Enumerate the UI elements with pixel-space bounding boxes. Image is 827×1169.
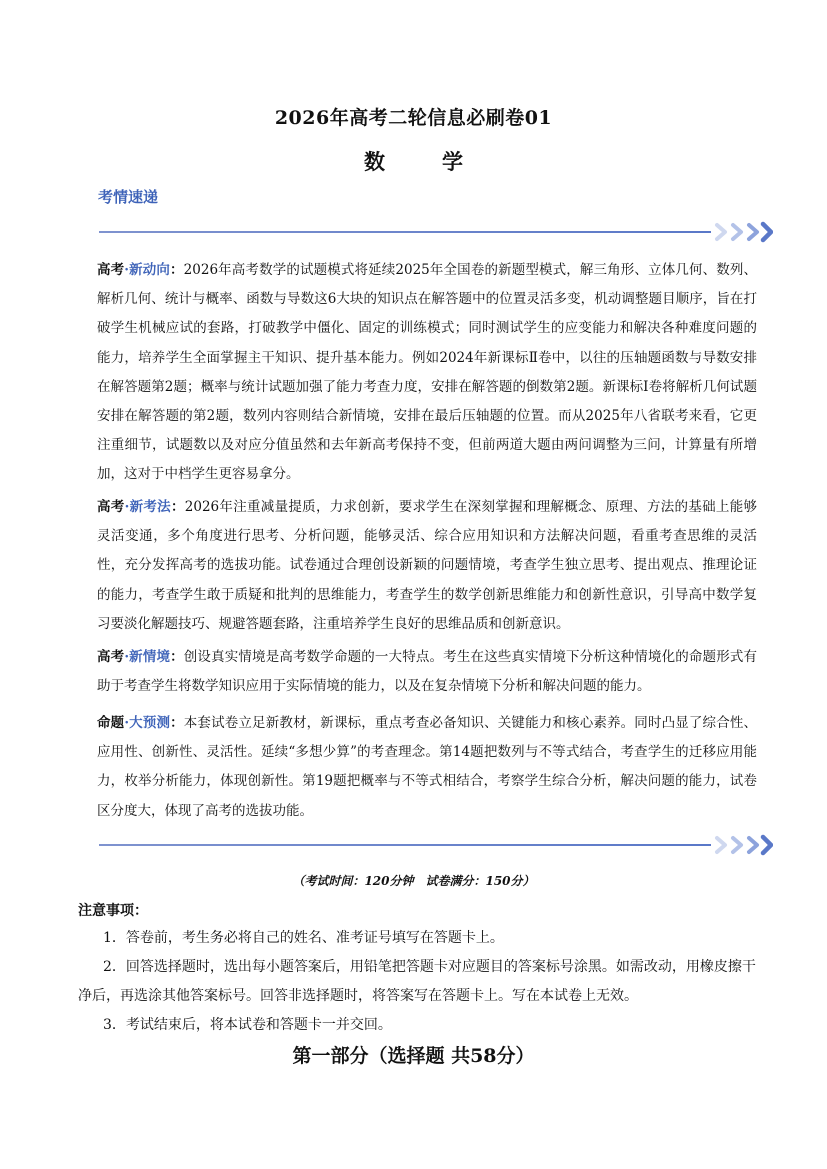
notice-title: 注意事项： — [78, 903, 148, 919]
divider-line — [99, 844, 711, 846]
section-heading: 考情速递 — [98, 188, 159, 206]
chevron-right-icon — [713, 221, 773, 243]
divider-line — [99, 231, 711, 233]
part-heading: 第一部分（选择题 共58分） — [292, 1045, 535, 1067]
lead-dot: · — [124, 262, 129, 278]
lead-accent: 新情境 — [129, 649, 171, 665]
paragraph-lead — [97, 649, 184, 665]
paragraph-text: 2026年高考数学的试题模式将延续2025年全国卷的新题型模式，解三角形、立体几何、数列、解析几何、统计与概率、函数与导数这6大块的知识点在解答题中的位置灵活多变，机动调整题目顺序，旨在打破学生机械应试的套路，打破教学中僵化、固定的训练模式；同时测试学生的应变能力和解决各种难度问题的能力，培养学生全面掌握主干知识、提升基本能力。例如2024年新课标Ⅱ卷中，以往的压轴题函数与导数安排在解答题第2题；概率与统计试题加强了能力考查力度，安排在解答题的倒数第2题。新课标Ⅰ卷将解析几何试题安排在解答题的第2题，数列内容则结合新情境，安排在最后压轴题的位置。而从2025年八省联考来看，它更注重细节，试题数以及对应分值虽然和去年新高考保持不变，但前两道大题由两问调整为三问，计算量有所增加，这对于中档学生更容易拿分。 — [97, 262, 758, 483]
notice-item: 1．答卷前，考生务必将自己的姓名、准考证号填写在答题卡上。 — [103, 930, 504, 946]
paragraph-lead — [97, 262, 184, 278]
lead-dot: · — [124, 649, 130, 665]
chevron-right-icon — [713, 834, 773, 856]
lead-accent: 新动向 — [128, 262, 171, 278]
notice-item: 3．考试结束后，将本试卷和答题卡一并交回。 — [103, 1017, 392, 1033]
lead-prefix: 高考 — [97, 499, 125, 515]
paragraph-new-context — [97, 643, 757, 701]
lead-prefix: 高考 — [97, 262, 125, 278]
lead-accent: 新考法 — [129, 499, 171, 515]
lead-dot: · — [124, 715, 130, 731]
paragraph-prediction — [97, 709, 757, 826]
top-divider — [99, 221, 771, 243]
lead-colon: ： — [170, 715, 184, 731]
paragraph-text: 本套试卷立足新教材，新课标，重点考查必备知识、关键能力和核心素养。同时凸显了综合性、应用性、创新性、灵活性。延续“多想少算”的考查理念。第14题把数列与不等式结合，考查学生的迁移应用能力，枚举分析能力，体现创新性。第19题把概率与不等式相结合，考察学生综合分析，解决问题的能力，试卷区分度大，体现了高考的选拔功能。 — [97, 715, 758, 819]
notice-item: 2．回答选择题时，选出每小题答案后，用铅笔把答题卡对应题目的答案标号涂黑。如需改动，用橡皮擦干净后，再选涂其他答案标号。回答非选择题时，将答案写在答题卡上。写在本试卷上无效。 — [78, 959, 756, 1004]
subject-title: 数 学 — [364, 149, 481, 174]
paragraph-lead — [97, 715, 184, 731]
lead-colon: ： — [170, 649, 184, 665]
lead-prefix: 命题 — [97, 715, 125, 731]
paragraph-lead — [97, 499, 185, 515]
lead-accent: 大预测 — [129, 715, 171, 731]
paragraph-text: 2026年注重减量提质，力求创新，要求学生在深刻掌握和理解概念、原理、方法的基础上能够灵活变通，多个角度进行思考、分析问题，能够灵活、综合应用知识和方法解决问题，看重考查思维的灵活性，充分发挥高考的选拔功能。试卷通过合理创设新颖的问题情境，考查学生独立思考、提出观点、推理论证的能力，考查学生敢于质疑和批判的思维能力，考查学生的数学创新思维能力和创新性意识，引导高中数学复习要淡化解题技巧、规避答题套路，注重培养学生良好的思维品质和创新意识。 — [97, 499, 758, 632]
paragraph-new-trend — [97, 256, 757, 490]
exam-info: （考试时间：120分钟 试卷满分：150分） — [292, 874, 535, 888]
notice-list — [78, 924, 758, 1040]
paragraph-text: 创设真实情境是高考数学命题的一大特点。考生在这些真实情境下分析这种情境化的命题形式有助于考查学生将数学知识应用于实际情境的能力，以及在复杂情境下分析和解决问题的能力。 — [97, 649, 758, 695]
bottom-divider — [99, 834, 771, 856]
lead-prefix: 高考 — [97, 649, 125, 665]
lead-colon: ： — [170, 262, 184, 278]
page-title: 2026年高考二轮信息必刷卷01 — [274, 107, 553, 129]
lead-dot: · — [124, 499, 130, 515]
lead-colon: ： — [170, 499, 185, 515]
paragraph-new-method — [97, 493, 757, 639]
